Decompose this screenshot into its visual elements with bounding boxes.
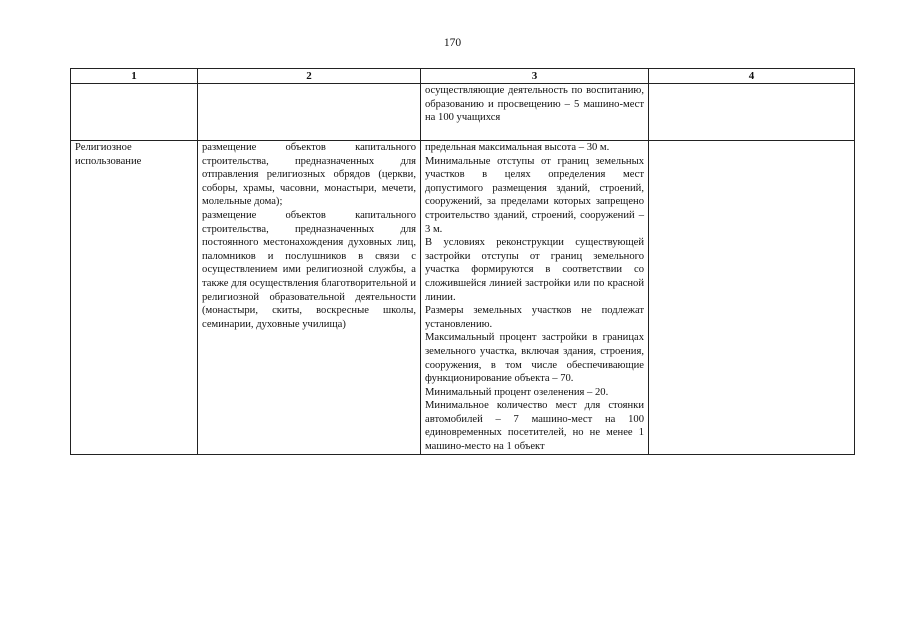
table-row-continuation: [71, 84, 855, 141]
zoning-table: [70, 68, 855, 455]
column-header-2: 2: [198, 69, 421, 84]
cell-use-type: [71, 84, 198, 141]
table-header-row: [71, 69, 855, 84]
cell-parameters: осуществляющие деятельность по воспитанию, образованию и просвещению – 5 машино-мест на 100 учащихся: [421, 84, 649, 141]
parameter-paragraph: Размеры земельных участков не подлежат установлению.: [425, 305, 644, 330]
parameter-paragraph: предельная максимальная высота – 30 м.: [425, 142, 610, 153]
column-header-4: 4: [649, 69, 855, 84]
cell-permitted-use: [198, 141, 421, 455]
cell-restrictions: [649, 84, 855, 141]
permitted-use-paragraph: размещение объектов капитального строительства, предназначенных для постоянного местонахождения духовных лиц, паломников и послушников в связи с осуществлением ими религиозной службы, а также для осуществления благотворительной и религиозной образовательной деятельности (монастыри, скиты, воскресные школы, семинарии, духовные училища): [202, 209, 416, 330]
parameter-paragraph: Максимальный процент застройки в границах земельного участка, включая здания, строения, сооружения, в том числе обеспечивающие функционирование объекта – 70.: [425, 332, 644, 385]
cell-permitted-use: [198, 84, 421, 141]
cell-use-type: Религиозное использование: [71, 141, 198, 455]
parameter-paragraph: Минимальные отступы от границ земельных участков в целях определения мест допустимого размещения зданий, строений, сооружений, за пределами которых запрещено строительство зданий, строений, сооружений – 3 м.: [425, 155, 644, 235]
column-header-1: 1: [71, 69, 198, 84]
parameter-paragraph: Минимальный процент озеленения – 20.: [425, 386, 609, 398]
column-header-3: 3: [421, 69, 649, 84]
page-number: 170: [443, 37, 462, 49]
cell-parameters: [421, 141, 649, 455]
cell-restrictions: [649, 141, 855, 455]
table-row-religious-use: [71, 141, 855, 455]
parameter-paragraph: Минимальное количество мест для стоянки автомобилей – 7 машино-мест на 100 единовременных посетителей, но не менее 1 машино-место на 1 объект: [425, 400, 644, 453]
permitted-use-paragraph: размещение объектов капитального строительства, предназначенных для отправления религиозных обрядов (церкви, соборы, храмы, часовни, монастыри, мечети, молельные дома);: [202, 142, 416, 208]
parameter-paragraph: В условиях реконструкции существующей застройки отступы от границ земельного участка формируются в соответствии со сложившейся линией застройки или по красной линии.: [425, 237, 644, 303]
